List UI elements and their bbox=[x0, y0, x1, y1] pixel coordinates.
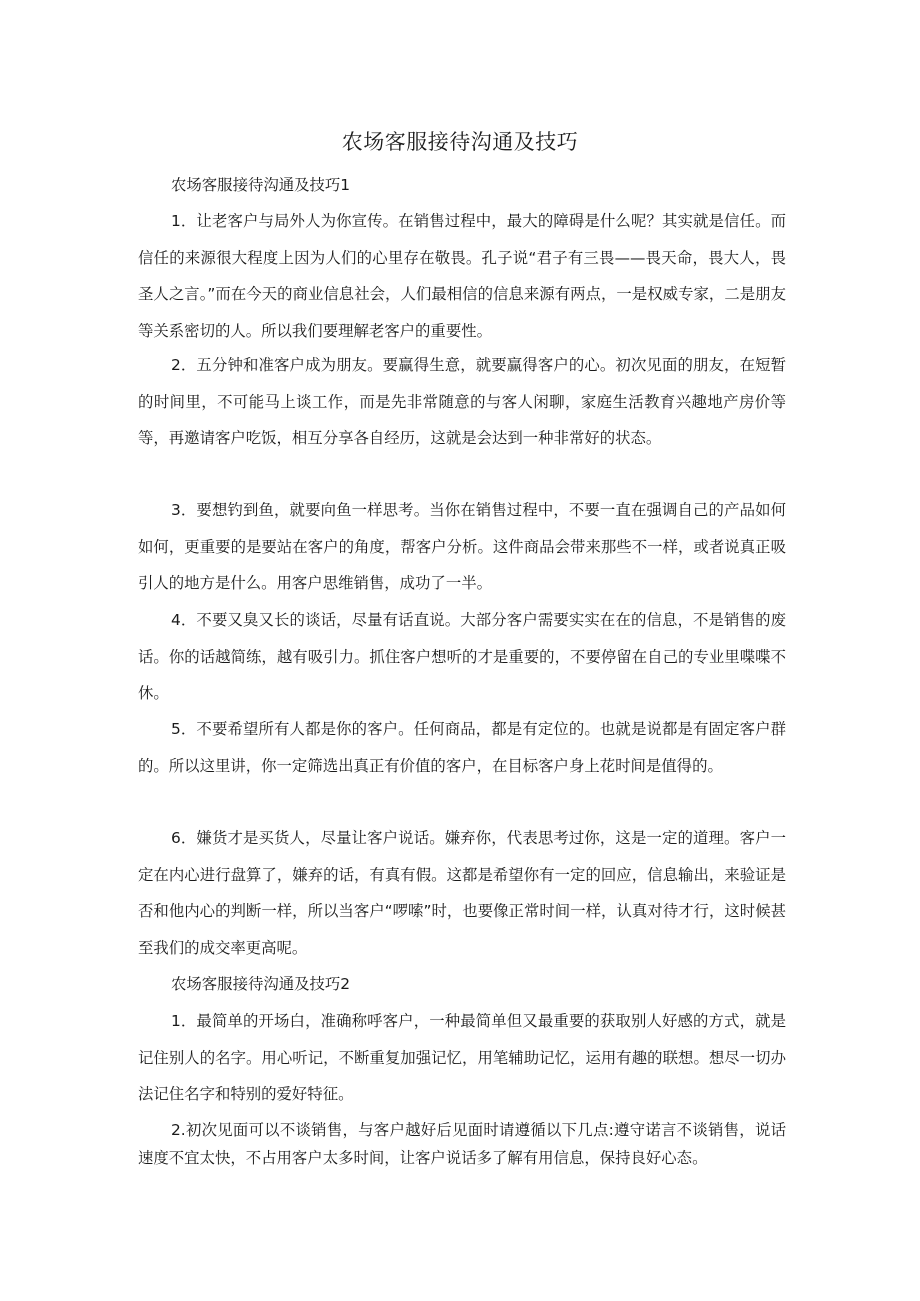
paragraph-1-6: 6．嫌货才是买货人，尽量让客户说话。嫌弃你，代表思考过你，这是一定的道理。客户一定在内心进行盘算了，嫌弃的话，有真有假。这都是希望你有一定的回应，信息输出，来验证是否和他内心的判断一样，所以当客户“啰嗦”时，也要像正常时间一样，认真对待才行，这时候甚至我们的成交率更高呢。 bbox=[138, 829, 786, 957]
section-heading-1: 农场客服接待沟通及技巧1 bbox=[171, 176, 351, 194]
paragraph-1-1: 1．让老客户与局外人为你宣传。在销售过程中，最大的障碍是什么呢？其实就是信任。而信任的来源很大程度上因为人们的心里存在敬畏。孔子说“君子有三畏——畏天命，畏大人，畏圣人之言。”而在今天的商业信息社会，人们最相信的信息来源有两点，一是权威专家，二是朋友等关系密切的人。所以我们要理解老客户的重要性。 bbox=[138, 212, 786, 340]
paragraph-2-1: 1．最简单的开场白，准确称呼客户，一种最简单但又最重要的获取别人好感的方式，就是记住别人的名字。用心听记，不断重复加强记忆，用笔辅助记忆，运用有趣的联想。想尽一切办法记住名字和特别的爱好特征。 bbox=[138, 1012, 786, 1103]
paragraph-1-3: 3．要想钓到鱼，就要向鱼一样思考。当你在销售过程中，不要一直在强调自己的产品如何如何，更重要的是要站在客户的角度，帮客户分析。这件商品会带来那些不一样，或者说真正吸引人的地方是什么。用客户思维销售，成功了一半。 bbox=[138, 501, 786, 592]
paragraph-1-4: 4．不要又臭又长的谈话，尽量有话直说。大部分客户需要实实在在的信息，不是销售的废话。你的话越简练，越有吸引力。抓住客户想听的才是重要的，不要停留在自己的专业里喋喋不休。 bbox=[138, 611, 786, 702]
section-heading-2: 农场客服接待沟通及技巧2 bbox=[171, 975, 351, 993]
paragraph-1-2: 2．五分钟和准客户成为朋友。要赢得生意，就要赢得客户的心。初次见面的朋友，在短暂的时间里，不可能马上谈工作，而是先非常随意的与客人闲聊，家庭生活教育兴趣地产房价等等，再邀请客户吃饭，相互分享各自经历，这就是会达到一种非常好的状态。 bbox=[138, 356, 786, 447]
paragraph-2-2: 2.初次见面可以不谈销售，与客户越好后见面时请遵循以下几点:遵守诺言不谈销售，说话速度不宜太快，不占用客户太多时间，让客户说话多了解有用信息，保持良好心态。 bbox=[138, 1121, 786, 1167]
document-title: 农场客服接待沟通及技巧 bbox=[341, 130, 579, 154]
paragraph-1-5: 5．不要希望所有人都是你的客户。任何商品，都是有定位的。也就是说都是有固定客户群的。所以这里讲，你一定筛选出真正有价值的客户，在目标客户身上花时间是值得的。 bbox=[138, 720, 786, 775]
